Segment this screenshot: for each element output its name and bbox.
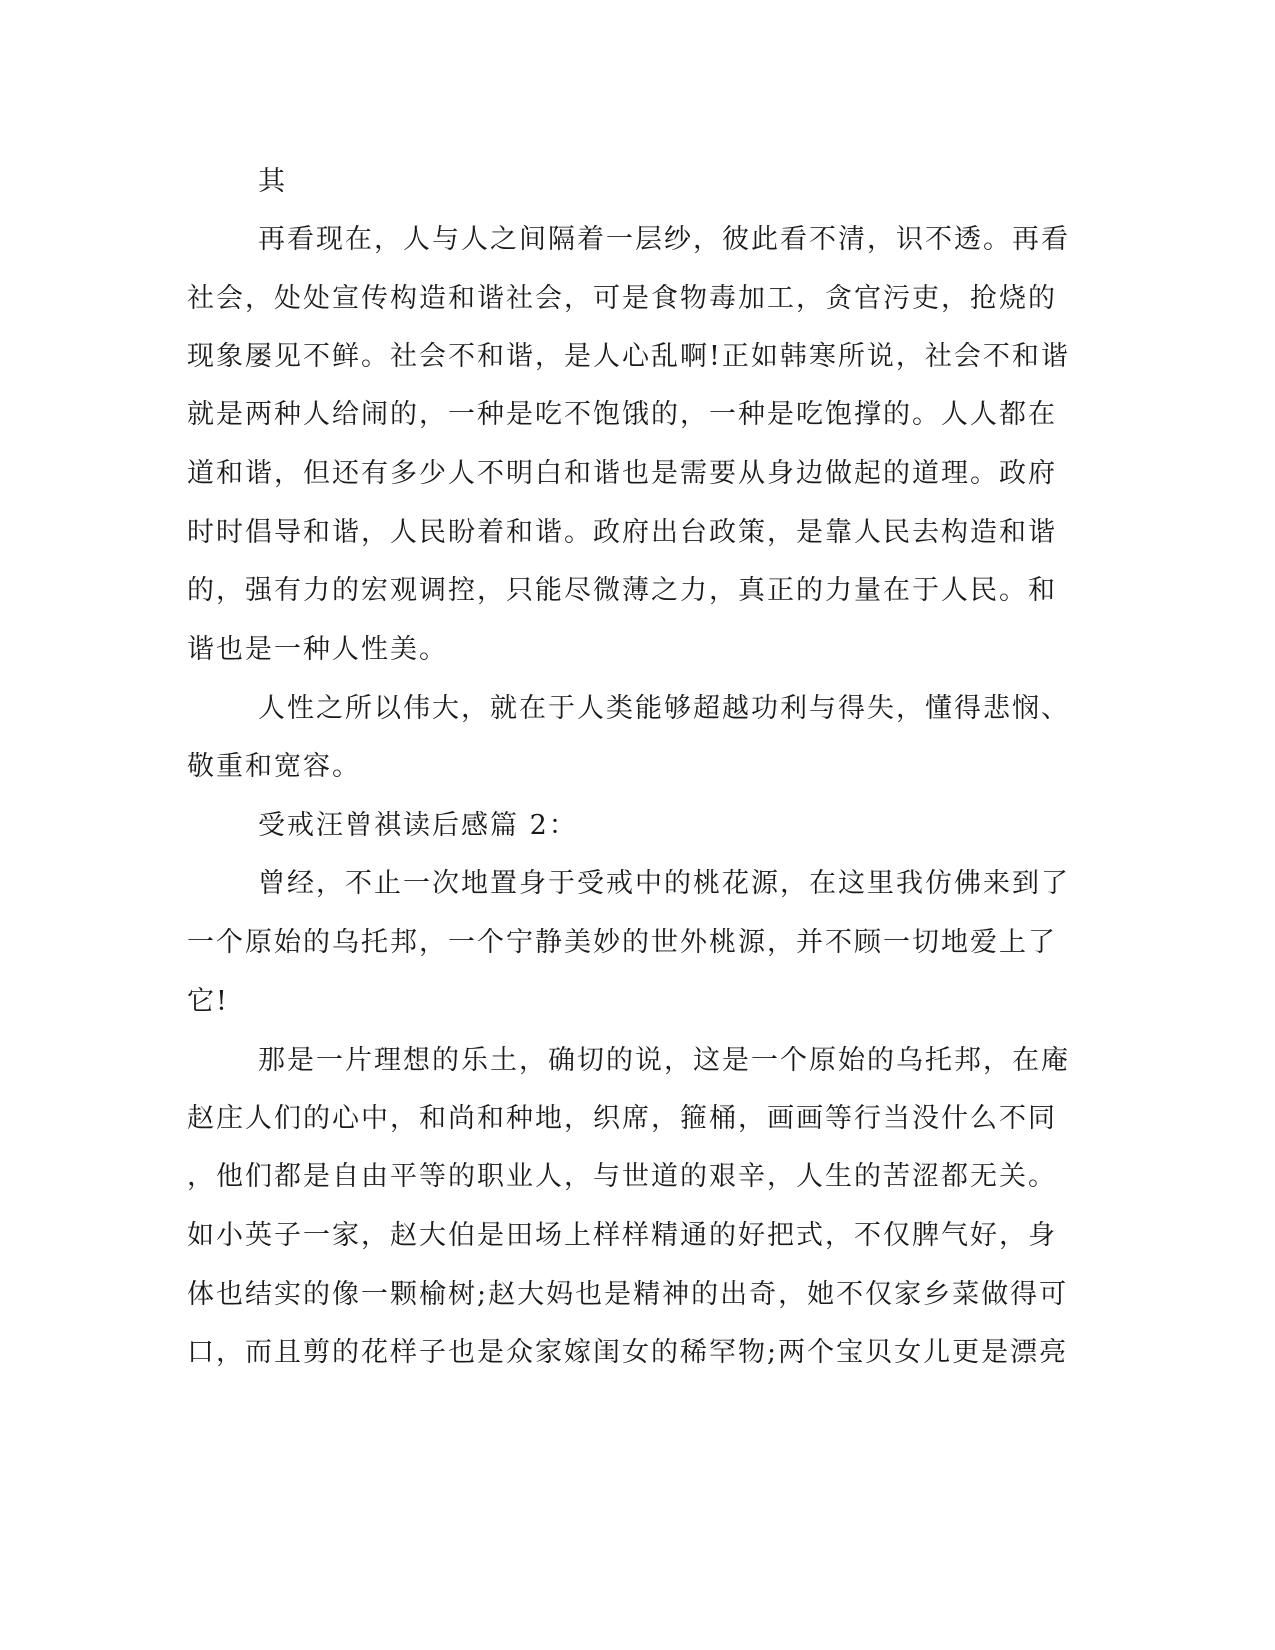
text-line: 敬重和宽容。 [187,751,361,782]
text-line: 时时倡导和谐，人民盼着和谐。政府出台政策，是靠人民去构造和谐 [187,517,1057,548]
text-line: 口，而且剪的花样子也是众家嫁闺女的稀罕物;两个宝贝女儿更是漂亮 [187,1337,1069,1368]
text-line: 它! [187,986,229,1017]
text-line: 赵庄人们的心中，和尚和种地，织席，箍桶，画画等行当没什么不同 [187,1103,1057,1134]
text-line: 其 [258,166,287,197]
text-line: 现象屡见不鲜。社会不和谐，是人心乱啊!正如韩寒所说，社会不和谐 [187,341,1070,372]
text-line: 的，强有力的宏观调控，只能尽微薄之力，真正的力量在于人民。和 [187,575,1057,606]
section-heading: 受戒汪曾祺读后感篇 2： [258,810,578,841]
text-line: 曾经，不止一次地置身于受戒中的桃花源，在这里我仿佛来到了 [258,868,1070,899]
text-line: 人性之所以伟大，就在于人类能够超越功利与得失，懂得悲悯、 [258,693,1070,724]
text-line: 道和谐，但还有多少人不明白和谐也是需要从身边做起的道理。政府 [187,458,1057,489]
text-line: 社会，处处宣传构造和谐社会，可是食物毒加工，贪官污吏，抢烧的 [187,283,1057,314]
text-line: 就是两种人给闹的，一种是吃不饱饿的，一种是吃饱撑的。人人都在 [187,399,1057,430]
text-line: 如小英子一家，赵大伯是田场上样样精通的好把式，不仅脾气好，身 [187,1220,1057,1251]
text-line: 体也结实的像一颗榆树;赵大妈也是精神的出奇，她不仅家乡菜做得可 [187,1279,1069,1310]
text-line: 一个原始的乌托邦，一个宁静美妙的世外桃源，并不顾一切地爱上了 [187,927,1057,958]
text-line: 再看现在，人与人之间隔着一层纱，彼此看不清，识不透。再看 [258,224,1070,255]
text-line: ，他们都是自由平等的职业人，与世道的艰辛，人生的苦涩都无关。 [187,1161,1057,1192]
text-line: 谐也是一种人性美。 [187,634,448,665]
text-line: 那是一片理想的乐土，确切的说，这是一个原始的乌托邦，在庵 [258,1045,1070,1076]
